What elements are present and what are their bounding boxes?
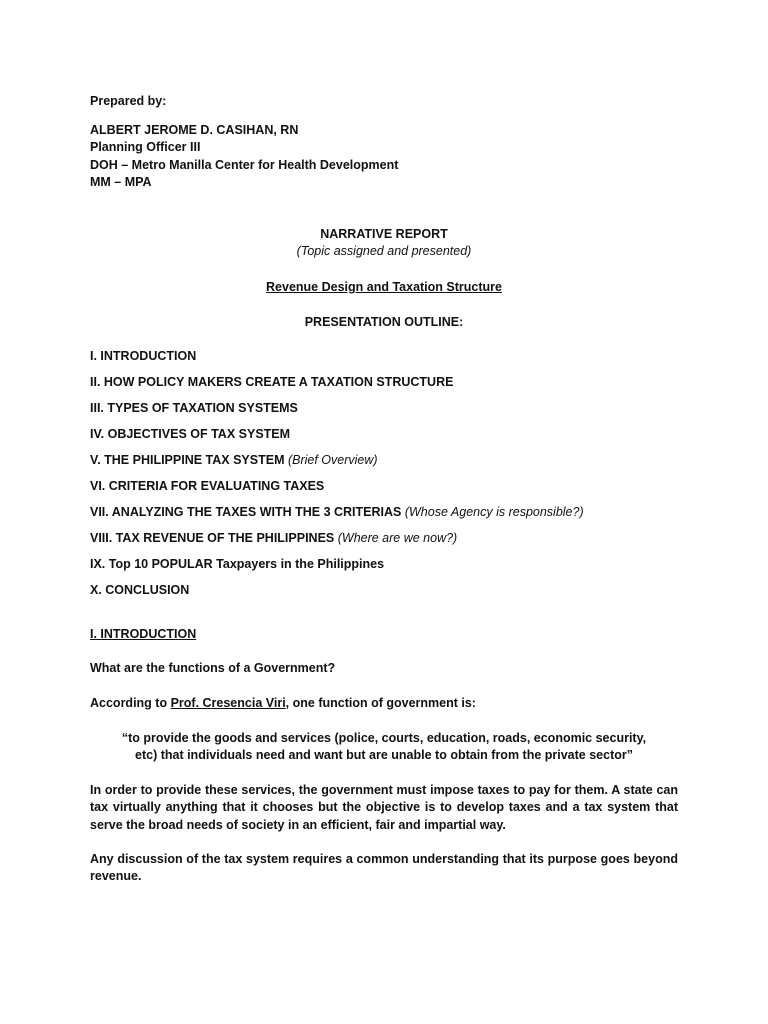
quote-block: “to provide the goods and services (police, courts, education, roads, economic security, etc) that individuals need and want but are unable to obtain from the private sector” <box>121 731 647 763</box>
author-position: Planning Officer III <box>90 140 201 154</box>
intro-question: What are the functions of a Government? <box>90 661 336 675</box>
author-degree: MM – MPA <box>90 175 152 189</box>
report-topic: Revenue Design and Taxation Structure <box>266 280 502 294</box>
outline-item: X. CONCLUSION <box>90 583 190 597</box>
intro-paragraph: Any discussion of the tax system requires a common understanding that its purpose goes beyond revenue. <box>90 852 678 884</box>
outline-item: VI. CRITERIA FOR EVALUATING TAXES <box>90 479 325 493</box>
outline-item: III. TYPES OF TAXATION SYSTEMS <box>90 401 298 415</box>
outline-item: VII. ANALYZING THE TAXES WITH THE 3 CRITERIAS (Whose Agency is responsible?) <box>90 505 584 519</box>
outline-item-note: (Brief Overview) <box>287 453 378 467</box>
outline-item: IV. OBJECTIVES OF TAX SYSTEM <box>90 427 291 441</box>
outline-item: V. THE PHILIPPINE TAX SYSTEM (Brief Overview) <box>90 453 378 467</box>
according-line: According to Prof. Cresencia Viri, one function of government is: <box>90 696 476 710</box>
report-subtitle: (Topic assigned and presented) <box>296 244 472 258</box>
outline-item: II. HOW POLICY MAKERS CREATE A TAXATION STRUCTURE <box>90 375 454 389</box>
cited-author: Prof. Cresencia Viri <box>170 696 286 710</box>
outline-item: VIII. TAX REVENUE OF THE PHILIPPINES (Where are we now?) <box>90 531 458 545</box>
prepared-by-label: Prepared by: <box>90 94 167 108</box>
outline-item: IX. Top 10 POPULAR Taxpayers in the Philippines <box>90 557 385 571</box>
outline-item-note: (Whose Agency is responsible?) <box>404 505 584 519</box>
intro-paragraph: In order to provide these services, the government must impose taxes to pay for them. A state can tax virtually anything that it chooses but the objective is to develop taxes and a tax system that serve the broad needs of society in an efficient, fair and impartial way. <box>90 783 678 832</box>
outline-item: I. INTRODUCTION <box>90 349 197 363</box>
report-title: NARRATIVE REPORT <box>320 227 448 241</box>
outline-heading: PRESENTATION OUTLINE: <box>304 315 464 329</box>
section-heading-introduction: I. INTRODUCTION <box>90 627 197 641</box>
author-name: ALBERT JEROME D. CASIHAN, RN <box>90 123 299 137</box>
author-office: DOH – Metro Manilla Center for Health Development <box>90 158 399 172</box>
outline-item-note: (Where are we now?) <box>337 531 458 545</box>
